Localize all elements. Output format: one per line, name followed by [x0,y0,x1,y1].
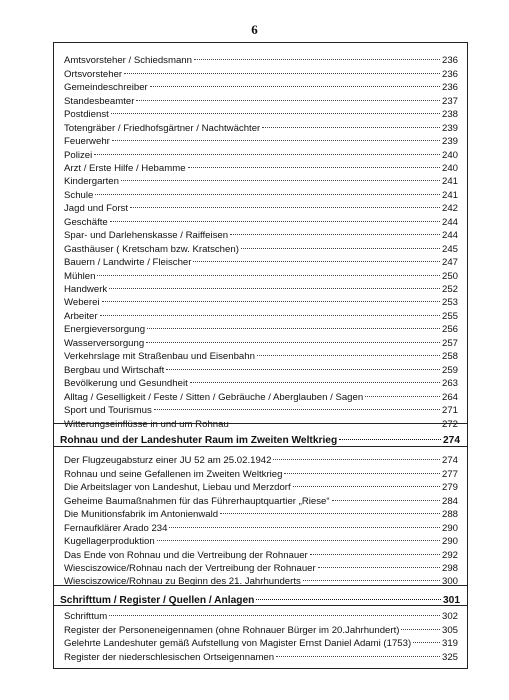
toc-entry-page: 271 [441,405,458,417]
toc-entry-title: Witterungseinflüsse in und um Rohnau [64,418,229,430]
toc-entry-page: 255 [441,310,458,322]
dot-leader [188,154,440,168]
dot-leader [110,207,440,221]
dot-leader [231,409,440,423]
toc-entry-page: 237 [441,95,458,107]
dot-leader [154,396,440,410]
dot-leader [121,167,440,181]
toc-entry-page: 259 [441,364,458,376]
toc-entry-page: 263 [441,378,458,390]
dot-leader [256,586,441,600]
dot-leader [262,113,440,127]
toc-entry-page: 279 [441,482,458,494]
toc-entry-title: Totengräber / Friedhofsgärtner / Nachtwächter [64,122,261,134]
dot-leader [146,328,440,342]
toc-entry-title: Bergbau und Wirtschaft [64,364,165,376]
toc-entry-title: Der Flugzeugabsturz einer JU 52 am 25.02.1942 [64,455,272,467]
toc-entry-title: Arzt / Erste Hilfe / Hebamme [64,162,186,174]
toc-entry-title: Standesbeamter [64,95,135,107]
toc-entry-page: 252 [441,284,458,296]
toc-entry-page: 290 [441,536,458,548]
toc-entry-page: 238 [441,109,458,121]
dot-leader [194,46,440,60]
toc-entry-title: Verkehrslage mit Straßenbau und Eisenbahn [64,351,255,363]
dot-leader [220,500,440,514]
toc-entry-title: Spar- und Darlehenskasse / Raiffeisen [64,230,229,242]
toc-entry-page: 244 [441,230,458,242]
toc-entry-title: Kugellagerproduktion [64,536,155,548]
toc-entry-page: 302 [441,611,458,623]
dot-leader [94,140,440,154]
toc-entry-title: Jagd und Forst [64,203,128,215]
toc-entry-page: 236 [441,55,458,67]
toc-entry-page: 290 [441,522,458,534]
toc-entry-page: 242 [441,203,458,215]
dot-leader [401,615,440,629]
toc-entry-title: Sport und Tourismus [64,405,152,417]
toc-entry-page: 300 [441,576,458,588]
toc-entry-title: Polizei [64,149,93,161]
dot-leader [318,554,440,568]
dot-leader [97,261,440,275]
dot-leader [310,540,440,554]
dot-leader [157,527,440,541]
toc-entry-page: 240 [441,162,458,174]
toc-entry-title: Feuerwehr [64,136,110,148]
toc-entry-title: Schrifttum / Register / Quellen / Anlagen [60,595,255,607]
page-number: 6 [251,22,258,37]
toc-entry-page: 239 [441,122,458,134]
toc-entry-page: 241 [441,176,458,188]
toc-entry-title: Register der niederschlesischen Ortseigennamen [64,651,275,663]
dot-leader [193,248,440,262]
toc-entry-page: 241 [441,189,458,201]
dot-leader [303,567,440,581]
dot-leader [136,86,440,100]
toc-entry-page: 298 [441,562,458,574]
toc-entry-page: 305 [441,624,458,636]
dot-leader [293,473,440,487]
toc-entry-title: Register der Personeneigennamen (ohne Rohnauer Bürger im 20.Jahrhundert) [64,624,400,636]
toc-entry-title: Wiesciszowice/Rohnau zu Beginn des 21. Jahrhunderts [64,576,301,588]
toc-entry-page: 258 [441,351,458,363]
toc-entry-page: 274 [441,455,458,467]
toc-entry-page: 284 [441,495,458,507]
toc-section-heading [60,589,460,607]
toc-entry-title: Schule [64,189,94,201]
toc-entry-page: 236 [441,68,458,80]
toc-entry-page: 325 [441,651,458,663]
toc-entry-title: Gasthäuser ( Kretscham bzw. Kratschen) [64,243,239,255]
toc-entry-title: Rohnau und seine Gefallenen im Zweiten Weltkrieg [64,468,283,480]
toc-entry-title: Rohnau und der Landeshuter Raum im Zweiten Weltkrieg [60,435,338,447]
dot-leader [109,275,440,289]
toc-entry [64,618,458,636]
toc-entry-page: 274 [443,435,460,447]
toc-entry-title: Weberei [64,297,100,309]
toc-entry-title: Arbeiter [64,310,98,322]
dot-leader [112,127,440,141]
dot-leader [130,194,440,208]
toc-entry-page: 319 [441,638,458,650]
dot-leader [230,221,440,235]
divider [53,423,468,424]
toc-entry [64,570,458,588]
toc-entry-title: Die Arbeitslager von Landeshut, Liebau und Merzdorf [64,482,291,494]
toc-entry-title: Mühlen [64,270,96,282]
toc-entry-page: 257 [441,337,458,349]
dot-leader [273,446,440,460]
toc-entry-page: 244 [441,216,458,228]
dot-leader [111,100,440,114]
dot-leader [276,642,440,656]
toc-entry-page: 288 [441,509,458,521]
toc-entry-title: Energieversorgung [64,324,146,336]
toc-entry-page: 264 [441,391,458,403]
toc-entry-page: 292 [441,549,458,561]
dot-leader [124,59,440,73]
toc-section-heading [60,429,460,447]
toc-entry-page: 245 [441,243,458,255]
dot-leader [257,342,440,356]
toc-entry [64,645,458,663]
dot-leader [190,369,440,383]
toc-entry-page: 253 [441,297,458,309]
toc-entry-title: Kindergarten [64,176,119,188]
toc-entry-title: Fernaufklärer Arado 234 [64,522,168,534]
toc-entry-title: Geheime Baumaßnahmen für das Führerhauptquartier „Riese“ [64,495,330,507]
dot-leader [150,73,440,87]
toc-entry-title: Wasserversorgung [64,337,145,349]
toc-entry-title: Schrifttum [64,611,108,623]
toc-entry-page: 247 [441,257,458,269]
toc-entry-title: Amtsvorsteher / Schiedsmann [64,55,192,67]
toc-entry-title: Alltag / Geselligkeit / Feste / Sitten / Gebräuche / Aberglauben / Sagen [64,391,364,403]
dot-leader [169,513,440,527]
toc-entry-title: Gemeindeschreiber [64,82,148,94]
dot-leader [95,181,440,195]
toc-entry-title: Die Munitionsfabrik im Antonienwald [64,509,219,521]
toc-entry-page: 272 [441,418,458,430]
dot-leader [365,382,440,396]
toc-entry-title: Handwerk [64,284,108,296]
toc-entry-title: Ortsvorsteher [64,68,123,80]
dot-leader [339,426,441,440]
dot-leader [413,629,440,643]
dot-leader [332,486,440,500]
toc-entry-title: Das Ende von Rohnau und die Vertreibung der Rohnauer [64,549,308,561]
toc-entry-page: 277 [441,468,458,480]
toc-entry-title: Bevölkerung und Gesundheit [64,378,188,390]
toc-entry-page: 240 [441,149,458,161]
dot-leader [109,602,440,616]
dot-leader [102,288,440,302]
toc-entry-page: 239 [441,136,458,148]
dot-leader [147,315,440,329]
toc-entry-title: Geschäfte [64,216,108,228]
toc-entry-title: Wiesciszowice/Rohnau nach der Vertreibung der Rohnauer [64,562,316,574]
toc-entry-title: Postdienst [64,109,109,121]
toc-entry-title: Gelehrte Landeshuter gemäß Aufstellung von Magister Ernst Daniel Adami (1753) [64,638,412,650]
toc-entry-title: Bauern / Landwirte / Fleischer [64,257,192,269]
dot-leader [166,355,440,369]
dot-leader [284,459,440,473]
toc-entry-page: 250 [441,270,458,282]
toc-entry-page: 236 [441,82,458,94]
toc-entry [64,605,458,623]
toc-entry-page: 301 [443,595,460,607]
dot-leader [241,234,440,248]
dot-leader [100,302,440,316]
toc-entry-page: 256 [441,324,458,336]
